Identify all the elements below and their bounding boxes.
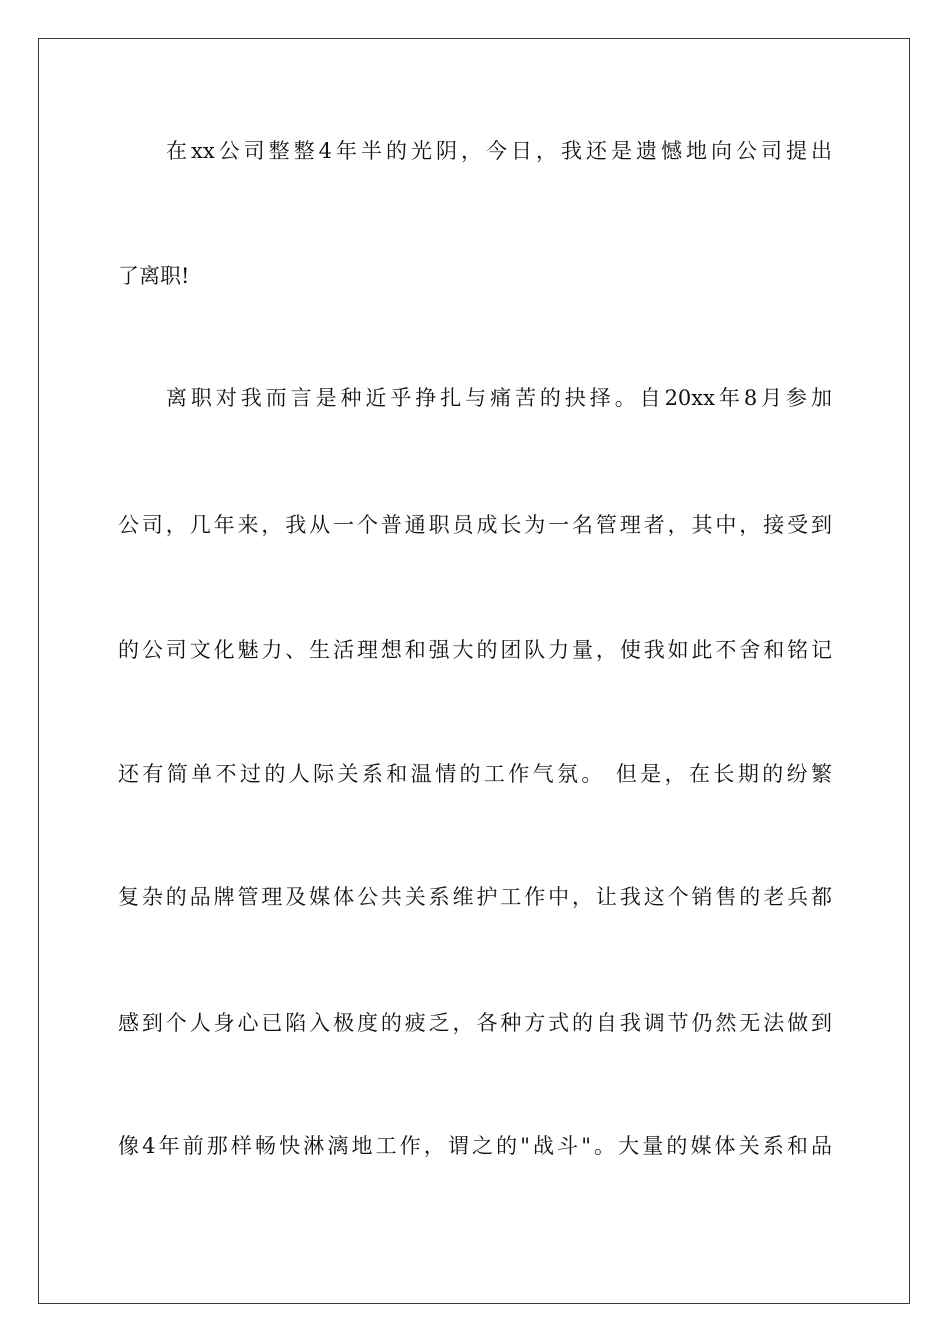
paragraph-1-line-2: 了离职! bbox=[118, 264, 190, 288]
paragraph-2-line-7: 像4年前那样畅快淋漓地工作，谓之的"战斗"。大量的媒体关系和品 bbox=[118, 1134, 832, 1158]
paragraph-2-line-2: 公司，几年来，我从一个普通职员成长为一名管理者，其中，接受到 bbox=[118, 513, 832, 537]
paragraph-2-line-6: 感到个人身心已陷入极度的疲乏，各种方式的自我调节仍然无法做到 bbox=[118, 1011, 832, 1035]
paragraph-2-line-1: 离职对我而言是种近乎挣扎与痛苦的抉择。自20xx年8月参加 bbox=[166, 386, 832, 410]
paragraph-1-line-1: 在xx公司整整4年半的光阴，今日，我还是遗憾地向公司提出 bbox=[166, 139, 832, 163]
paragraph-2-line-3: 的公司文化魅力、生活理想和强大的团队力量，使我如此不舍和铭记 bbox=[118, 638, 832, 662]
paragraph-2-line-4: 还有简单不过的人际关系和温情的工作气氛。 但是，在长期的纷繁 bbox=[118, 762, 832, 786]
paragraph-2-line-5: 复杂的品牌管理及媒体公共关系维护工作中，让我这个销售的老兵都 bbox=[118, 885, 832, 909]
page-border bbox=[38, 38, 910, 1304]
